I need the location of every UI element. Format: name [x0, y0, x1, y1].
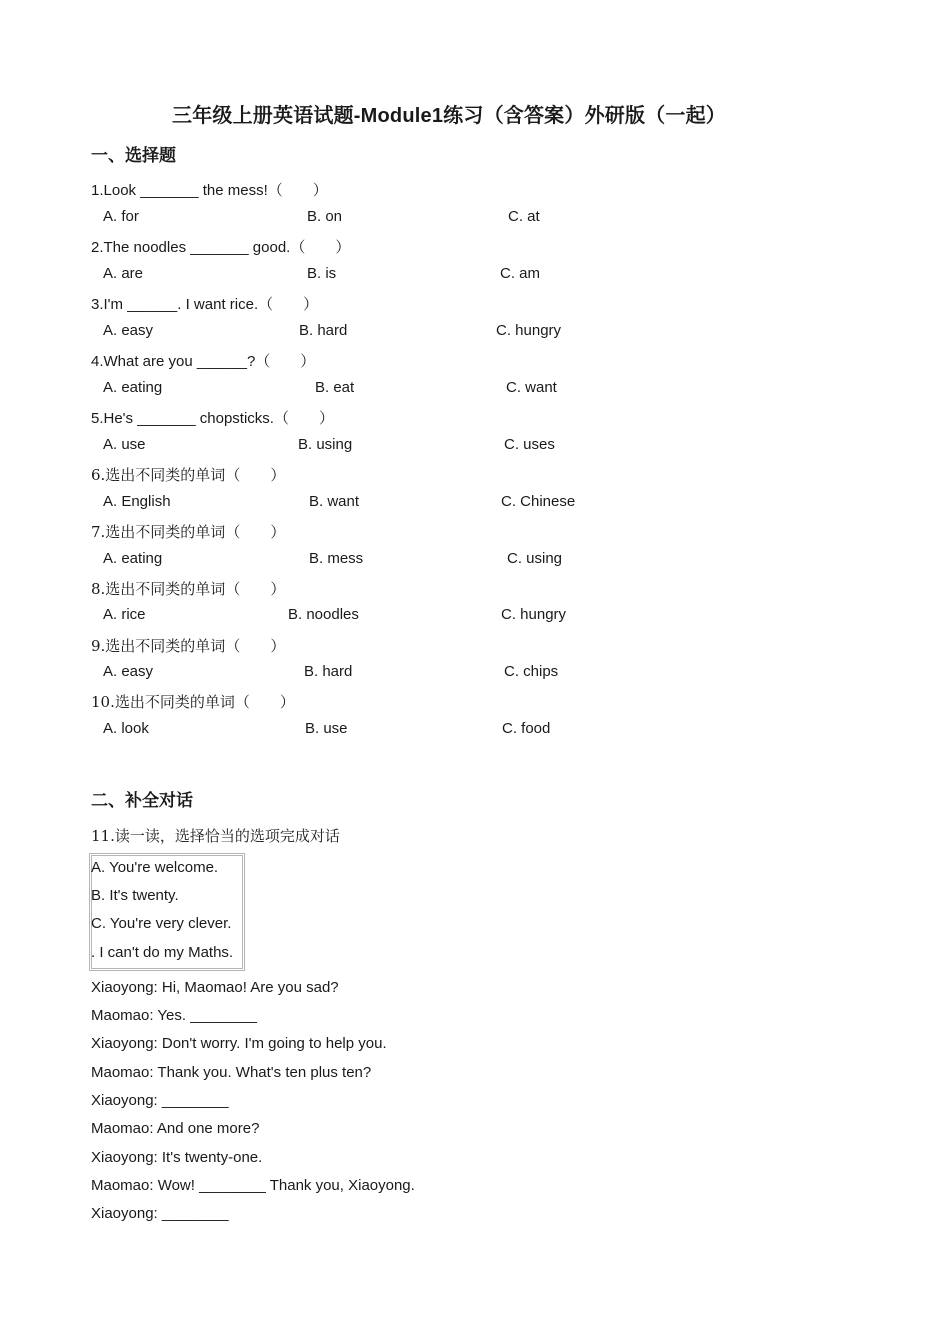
question-11: 11.读一读，选择恰当的选项完成对话 [91, 827, 340, 845]
question-stem: 4.What are you ______? [91, 353, 256, 370]
answer-parens: （ ） [273, 409, 334, 427]
option-b: B. use [305, 720, 348, 737]
question-stem: 9.选出不同类的单词 [91, 637, 226, 655]
question-stem: 7.选出不同类的单词 [91, 523, 226, 541]
option-a: A. easy [103, 322, 154, 339]
option-c: C. chips [504, 663, 559, 680]
dialogue-line: Xiaoyong: ________ [91, 1205, 229, 1222]
dialogue-line: Maomao: And one more? [91, 1120, 260, 1137]
answer-parens: （ ） [267, 181, 328, 199]
question-10 [91, 691, 295, 712]
option-b: B. noodles [288, 606, 359, 623]
option-b: B. is [307, 265, 337, 282]
question-stem: 8.选出不同类的单词 [91, 580, 226, 598]
option-a: A. are [103, 265, 144, 282]
question-1 [91, 179, 328, 200]
dialogue-line: Maomao: Yes. ________ [91, 1007, 257, 1024]
answer-parens: （ ） [225, 523, 286, 541]
answer-parens: （ ） [225, 580, 286, 598]
question-stem: 1.Look _______ the mess! [91, 182, 268, 199]
box-option-c: C. You're very clever. [91, 915, 232, 932]
dialogue-line: Xiaoyong: Hi, Maomao! Are you sad? [91, 979, 339, 996]
question-stem: 10.选出不同类的单词 [91, 693, 235, 711]
dialogue-line: Xiaoyong: ________ [91, 1092, 229, 1109]
page-title: 三年级上册英语试题-Module1练习（含答案）外研版（一起） [172, 105, 726, 127]
dialogue-line: Maomao: Wow! ________ Thank you, Xiaoyong. [91, 1177, 415, 1194]
option-c: C. at [508, 208, 540, 225]
answer-parens: （ ） [255, 352, 316, 370]
box-option-b: B. It's twenty. [91, 887, 179, 904]
option-b: B. eat [315, 379, 355, 396]
option-a: A. English [103, 493, 171, 510]
option-a: A. eating [103, 379, 163, 396]
question-stem: 2.The noodles _______ good. [91, 239, 291, 256]
question-2 [91, 236, 350, 257]
option-c: C. using [507, 550, 563, 567]
option-b: B. mess [309, 550, 364, 567]
box-option-d: . I can't do my Maths. [91, 944, 234, 961]
option-c: C. want [506, 379, 557, 396]
option-a: A. for [103, 208, 139, 225]
option-b: B. want [309, 493, 360, 510]
option-a: A. look [103, 720, 149, 737]
option-c: C. hungry [501, 606, 567, 623]
answer-parens: （ ） [225, 466, 286, 484]
option-a: A. rice [103, 606, 146, 623]
question-8 [91, 578, 285, 599]
option-a: A. easy [103, 663, 154, 680]
box-option-a: A. You're welcome. [91, 859, 219, 876]
question-7 [91, 521, 285, 542]
option-b: B. using [298, 436, 353, 453]
dialogue-line: Xiaoyong: It's twenty-one. [91, 1149, 263, 1166]
answer-parens: （ ） [258, 295, 319, 313]
question-5 [91, 407, 334, 428]
section-heading-choice: 一、选择题 [91, 146, 176, 166]
answer-parens: （ ） [234, 693, 295, 711]
question-stem: 3.I'm ______. I want rice. [91, 296, 259, 313]
question-stem: 5.He's _______ chopsticks. [91, 410, 274, 427]
option-c: C. uses [504, 436, 555, 453]
question-4 [91, 350, 315, 371]
option-b: B. hard [299, 322, 348, 339]
option-a: A. use [103, 436, 146, 453]
question-9 [91, 635, 285, 656]
answer-parens: （ ） [290, 238, 351, 256]
section-heading-dialogue: 二、补全对话 [91, 791, 193, 811]
option-b: B. hard [304, 663, 353, 680]
question-stem: 6.选出不同类的单词 [91, 466, 226, 484]
option-c: C. hungry [496, 322, 562, 339]
option-c: C. Chinese [501, 493, 576, 510]
dialogue-line: Xiaoyong: Don't worry. I'm going to help you. [91, 1035, 387, 1052]
option-c: C. food [502, 720, 551, 737]
option-b: B. on [307, 208, 343, 225]
question-6 [91, 464, 285, 485]
option-c: C. am [500, 265, 541, 282]
option-a: A. eating [103, 550, 163, 567]
dialogue-line: Maomao: Thank you. What's ten plus ten? [91, 1064, 372, 1081]
question-3 [91, 293, 318, 314]
answer-parens: （ ） [225, 637, 286, 655]
